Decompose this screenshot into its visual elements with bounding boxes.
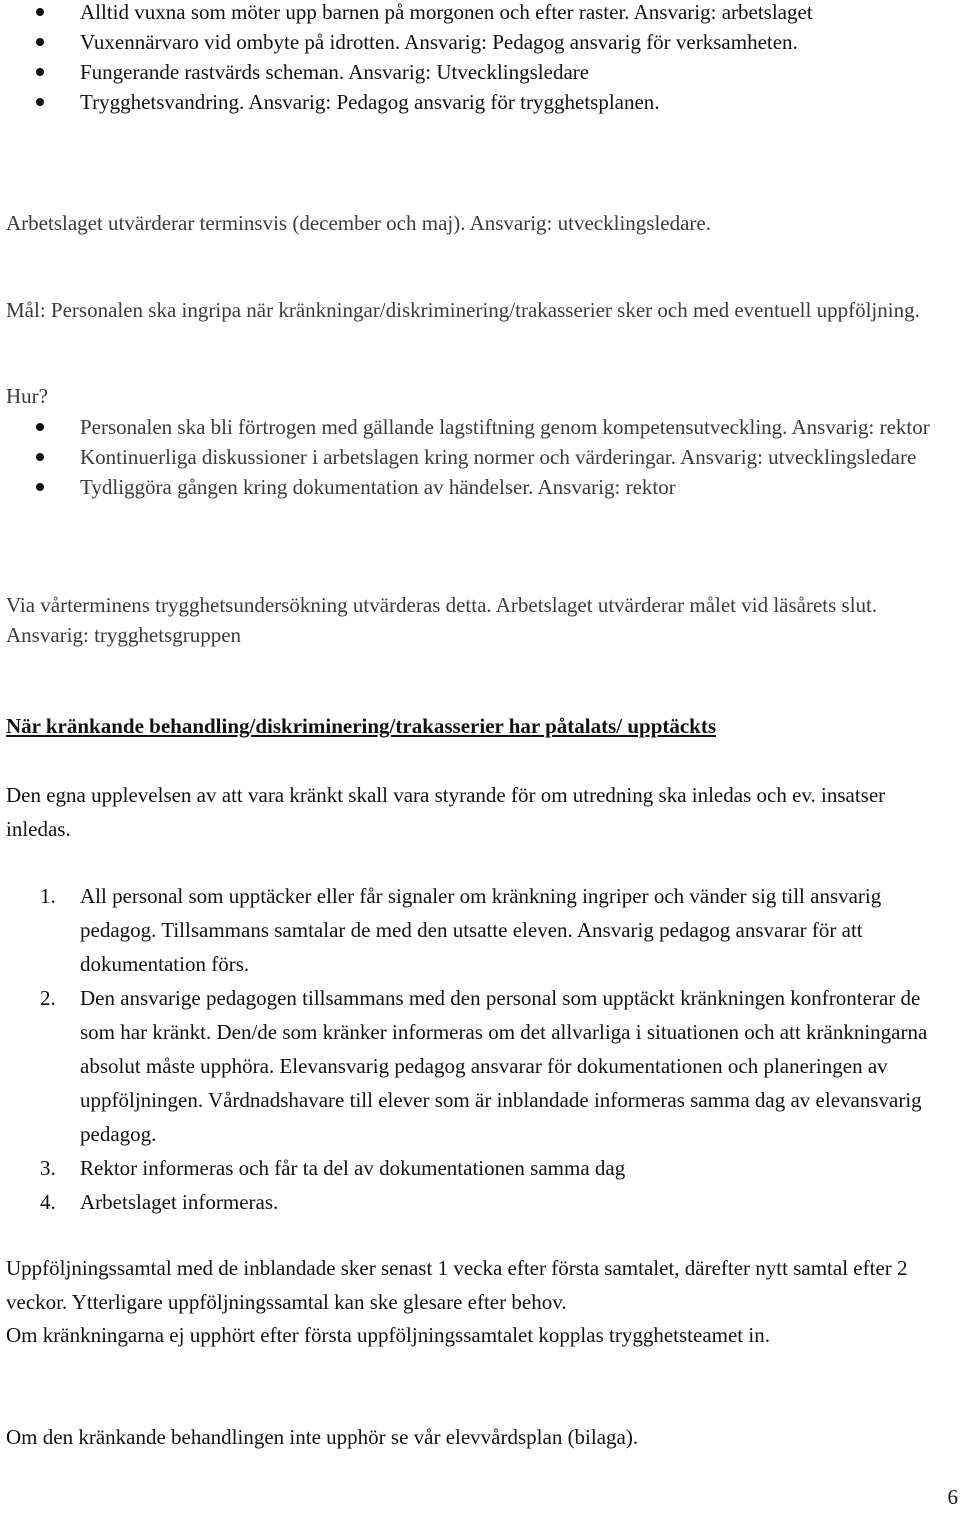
step-number: 1. — [40, 884, 56, 908]
page-number: 6 — [947, 1485, 958, 1509]
closing-text: Om den kränkande behandlingen inte upphör se vår elevvårdsplan (bilaga). — [6, 1425, 639, 1449]
step-number: 4. — [40, 1190, 56, 1214]
list-item: Alltid vuxna som möter upp barnen på morgonen och efter raster. Ansvarig: arbetslaget — [6, 0, 954, 27]
step-number: 2. — [40, 986, 56, 1010]
followup-paragraph: Uppföljningssamtal med de inblandade sker senast 1 vecka efter första samtalet, därefter nytt samtal efter 2 veckor. Ytterligare uppföljningssamtal kan ske glesare efter behov. — [6, 1256, 908, 1314]
list-item: Personalen ska bli förtrogen med gällande lagstiftning genom kompetensutveckling. Ansvarig: rektor — [6, 412, 954, 442]
list-item: Vuxennärvaro vid ombyte på idrotten. Ansvarig: Pedagog ansvarig för verksamheten. — [6, 27, 954, 57]
evaluation-text: Arbetslaget utvärderar terminsvis (december och maj). Ansvarig: utvecklingsledare. — [6, 211, 711, 235]
list-item: Tydliggöra gången kring dokumentation av händelser. Ansvarig: rektor — [6, 472, 954, 502]
step-item — [6, 981, 954, 1151]
list-item: Kontinuerliga diskussioner i arbetslagen kring normer och värderingar. Ansvarig: utvecklingsledare — [6, 442, 954, 472]
step-text: All personal som upptäcker eller får signaler om kränkning ingriper och vänder sig till ansvarig pedagog. Tillsammans samtalar de med den utsatte eleven. Ansvarig pedagog ansvarar för att dokumentation förs. — [80, 884, 882, 976]
step-item — [6, 1151, 954, 1185]
step-number: 3. — [40, 1156, 56, 1180]
step-text: Den ansvarige pedagogen tillsammans med den personal som upptäckt kränkningen konfronterar de som har kränkt. Den/de som kränker informeras om det allvarliga i situationen och att kränkningarna absolut måste upphöra. Elevansvarig pedagog ansvarar för dokumentationen och planeringen av uppföljningen. Vårdnadshavare till elever som är inblandade informeras samma dag av elevansvarig pedagog. — [80, 986, 928, 1146]
list-item: Trygghetsvandring. Ansvarig: Pedagog ansvarig för trygghetsplanen. — [6, 87, 954, 117]
steps-list — [6, 879, 954, 1219]
how-bullet-list — [6, 412, 954, 502]
intro-text: Den egna upplevelsen av att vara kränkt skall vara styrande för om utredning ska inledas och ev. insatser inledas. — [6, 783, 886, 841]
evaluation-text-2: Via vårterminens trygghetsundersökning utvärderas detta. Arbetslaget utvärderar målet vid läsårets slut. Ansvarig: trygghetsgruppen — [6, 593, 878, 647]
list-item: Fungerande rastvärds scheman. Ansvarig: Utvecklingsledare — [6, 57, 954, 87]
step-item — [6, 879, 954, 981]
step-text: Rektor informeras och får ta del av dokumentationen samma dag — [80, 1156, 626, 1180]
how-label: Hur? — [6, 384, 48, 408]
top-bullet-list — [6, 0, 954, 117]
section-heading: När kränkande behandling/diskriminering/trakasserier har påtalats/ upptäckts — [6, 714, 717, 738]
step-item — [6, 1185, 954, 1219]
goal-text: Mål: Personalen ska ingripa när kränkningar/diskriminering/trakasserier sker och med eventuell uppföljning. — [6, 298, 920, 322]
step-text: Arbetslaget informeras. — [80, 1190, 279, 1214]
followup-paragraph-2: Om kränkningarna ej upphört efter första uppföljningssamtalet kopplas trygghetsteamet in. — [6, 1323, 770, 1347]
